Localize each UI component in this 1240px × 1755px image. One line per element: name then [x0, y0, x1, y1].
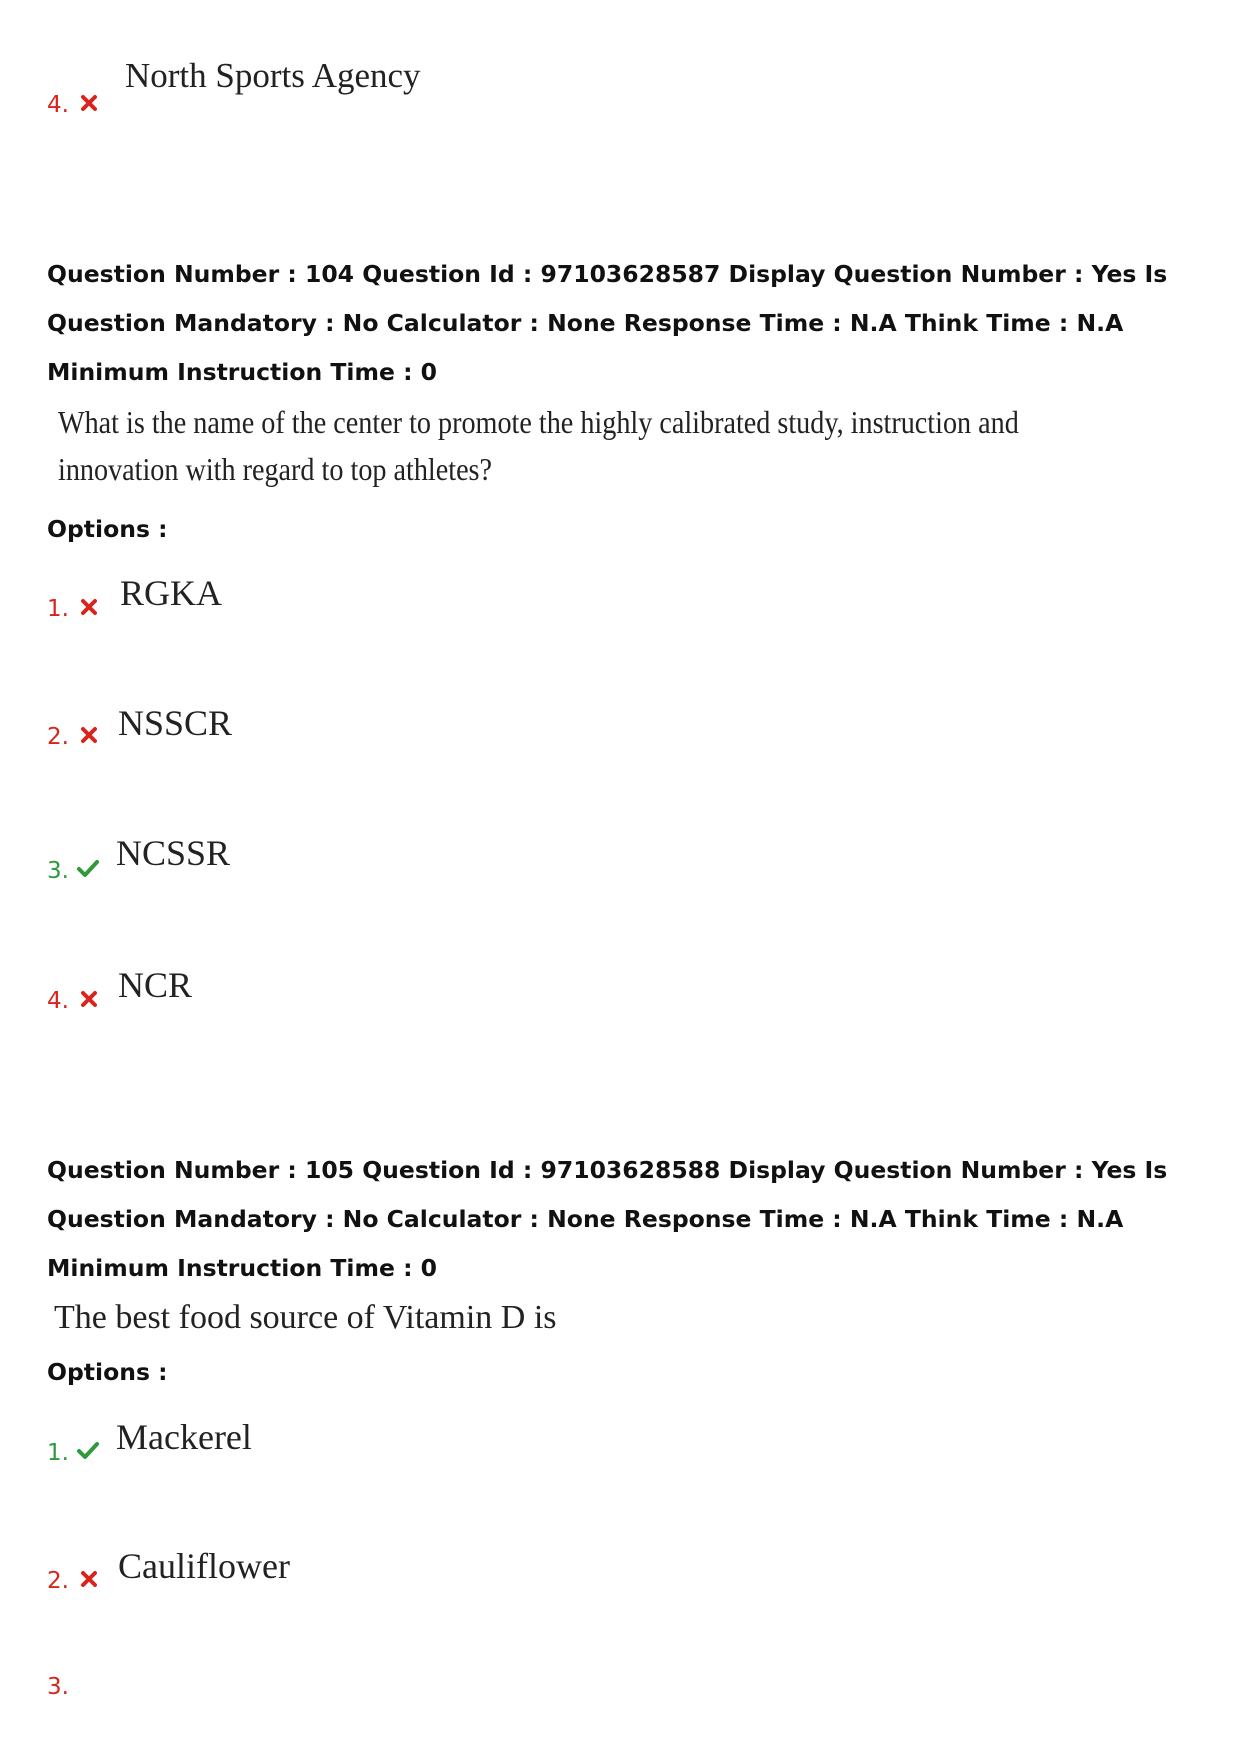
- option-number: 2.: [47, 724, 69, 750]
- cross-icon: [78, 92, 100, 114]
- option-text: RGKA: [120, 573, 223, 613]
- cross-icon: [78, 988, 100, 1010]
- question-text-line-2: innovation with regard to top athletes?: [58, 451, 493, 487]
- option-number: 2.: [47, 1568, 69, 1594]
- options-label: Options :: [47, 515, 168, 543]
- question-text-line-1: What is the name of the center to promote the highly calibrated study, instruction and: [58, 404, 1019, 440]
- cross-icon: [78, 596, 100, 618]
- option-text: Cauliflower: [118, 1546, 290, 1586]
- option-text: NCSSR: [116, 833, 231, 873]
- option-number: 1.: [47, 1440, 69, 1466]
- option-number: 3.: [47, 858, 69, 884]
- options-label: Options :: [47, 1358, 168, 1386]
- cross-icon: [78, 724, 100, 746]
- option-number: 3.: [47, 1674, 69, 1700]
- option-text: NCR: [118, 965, 193, 1005]
- option-text: Mackerel: [116, 1417, 252, 1457]
- option-text: North Sports Agency: [125, 56, 421, 95]
- checkmark-icon: [76, 1438, 100, 1462]
- option-number: 4.: [47, 988, 69, 1014]
- option-number: 1.: [47, 596, 69, 622]
- option-number: 4.: [47, 92, 69, 118]
- question-text: The best food source of Vitamin D is: [54, 1299, 557, 1336]
- question-meta: Question Number : 105 Question Id : 97103628588 Display Question Number : Yes Is Question Mandatory : No Calculator : None Response Time : N.A Think Time : N.A Minimum Instruction Time : 0: [47, 1156, 1168, 1282]
- question-meta: Question Number : 104 Question Id : 97103628587 Display Question Number : Yes Is Question Mandatory : No Calculator : None Response Time : N.A Think Time : N.A Minimum Instruction Time : 0: [47, 260, 1168, 386]
- checkmark-icon: [76, 856, 100, 880]
- cross-icon: [78, 1568, 100, 1590]
- option-text: NSSCR: [118, 703, 233, 743]
